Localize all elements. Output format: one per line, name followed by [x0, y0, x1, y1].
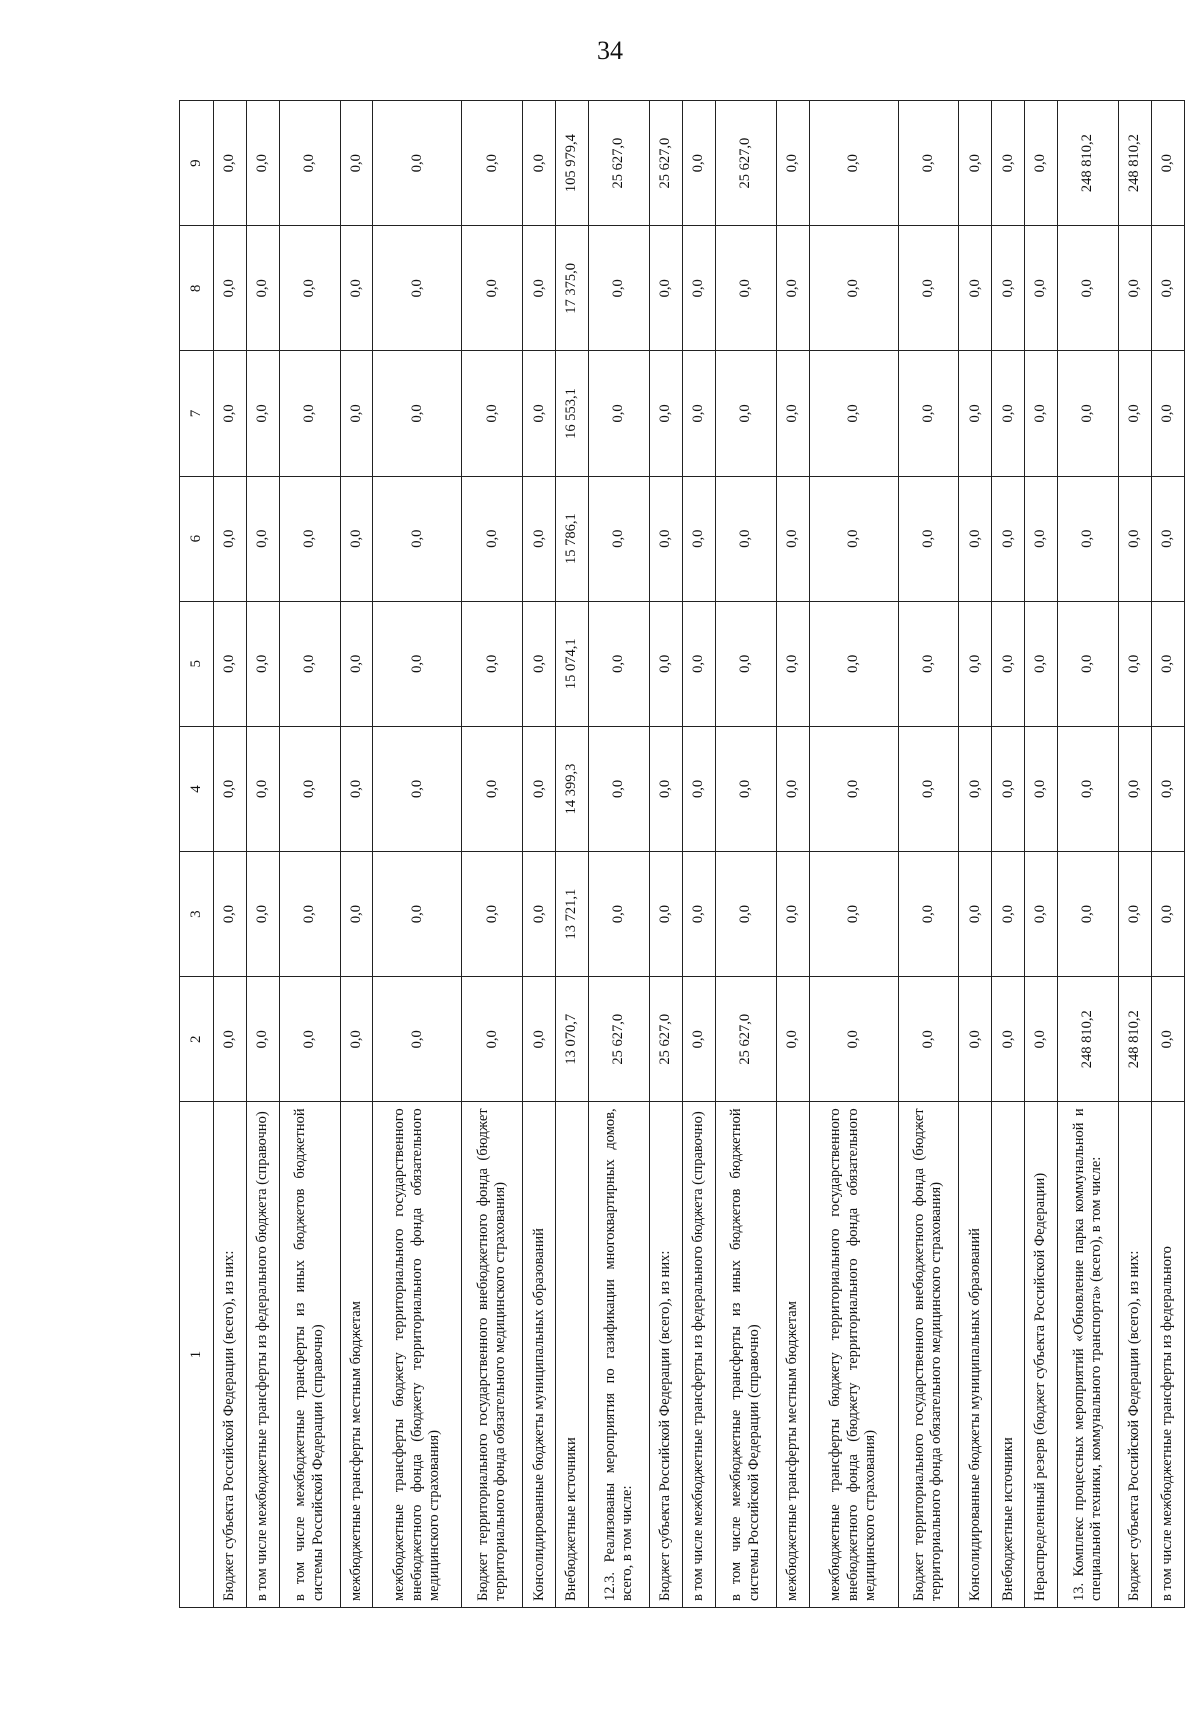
- value-cell: 0,0: [373, 101, 462, 226]
- value-cell: 0,0: [340, 601, 373, 726]
- value-cell: 0,0: [809, 101, 898, 226]
- column-header: 5: [180, 601, 214, 726]
- value-cell: 0,0: [523, 601, 556, 726]
- value-cell: 0,0: [340, 226, 373, 351]
- value-cell: 0,0: [1118, 726, 1151, 851]
- value-cell: 15 074,1: [556, 601, 589, 726]
- row-label: в том числе межбюджетные трансферты из иных бюджетов бюджетной системы Российской Федерации (справочно): [715, 1102, 776, 1608]
- table-row: [776, 101, 809, 1608]
- value-cell: 0,0: [649, 226, 682, 351]
- value-cell: 0,0: [715, 226, 776, 351]
- value-cell: 0,0: [1151, 226, 1184, 351]
- value-cell: 13 070,7: [556, 977, 589, 1102]
- value-cell: 0,0: [1151, 351, 1184, 476]
- table-row: [1025, 101, 1058, 1608]
- value-cell: 0,0: [1025, 101, 1058, 226]
- table-row: [898, 101, 959, 1608]
- value-cell: 0,0: [462, 726, 523, 851]
- value-cell: 0,0: [462, 977, 523, 1102]
- value-cell: 0,0: [462, 476, 523, 601]
- value-cell: 0,0: [898, 226, 959, 351]
- value-cell: 0,0: [682, 601, 715, 726]
- value-cell: 0,0: [776, 101, 809, 226]
- table-row: [340, 101, 373, 1608]
- value-cell: 248 810,2: [1058, 977, 1119, 1102]
- value-cell: 0,0: [959, 726, 992, 851]
- value-cell: 0,0: [523, 101, 556, 226]
- value-cell: 0,0: [246, 476, 279, 601]
- value-cell: 0,0: [809, 601, 898, 726]
- value-cell: 0,0: [373, 476, 462, 601]
- value-cell: 0,0: [992, 977, 1025, 1102]
- value-cell: 0,0: [523, 977, 556, 1102]
- value-cell: 0,0: [649, 351, 682, 476]
- value-cell: 0,0: [1025, 601, 1058, 726]
- value-cell: 0,0: [1151, 101, 1184, 226]
- column-header: 9: [180, 101, 214, 226]
- rotated-table-container: [179, 100, 1185, 1608]
- row-label: в том числе межбюджетные трансферты из иных бюджетов бюджетной системы Российской Федерации (справочно): [279, 1102, 340, 1608]
- row-label: 12.3. Реализованы мероприятия по газификации многоквартирных домов, всего, в том числе:: [589, 1102, 650, 1608]
- value-cell: 0,0: [462, 101, 523, 226]
- row-label: Бюджет территориального государственного внебюджетного фонда (бюджет территориального фонда обязательного медицинского страхования): [462, 1102, 523, 1608]
- value-cell: 0,0: [809, 351, 898, 476]
- value-cell: 0,0: [776, 977, 809, 1102]
- value-cell: 0,0: [1058, 726, 1119, 851]
- value-cell: 0,0: [898, 726, 959, 851]
- value-cell: 0,0: [898, 601, 959, 726]
- value-cell: 0,0: [1058, 226, 1119, 351]
- value-cell: 0,0: [776, 726, 809, 851]
- value-cell: 0,0: [776, 351, 809, 476]
- value-cell: 25 627,0: [589, 101, 650, 226]
- value-cell: 0,0: [462, 852, 523, 977]
- value-cell: 0,0: [1118, 476, 1151, 601]
- value-cell: 0,0: [246, 852, 279, 977]
- value-cell: 0,0: [462, 601, 523, 726]
- value-cell: 0,0: [279, 852, 340, 977]
- value-cell: 0,0: [682, 351, 715, 476]
- value-cell: 248 810,2: [1118, 977, 1151, 1102]
- value-cell: 0,0: [1025, 351, 1058, 476]
- value-cell: 0,0: [340, 726, 373, 851]
- value-cell: 0,0: [279, 101, 340, 226]
- value-cell: 0,0: [959, 852, 992, 977]
- value-cell: 0,0: [992, 476, 1025, 601]
- value-cell: 105 979,4: [556, 101, 589, 226]
- row-label: Бюджет субъекта Российской Федерации (всего), из них:: [649, 1102, 682, 1608]
- value-cell: 0,0: [682, 977, 715, 1102]
- value-cell: 17 375,0: [556, 226, 589, 351]
- row-label: 13. Комплекс процессных мероприятий «Обновление парка коммунальной и специальной техники, коммунального транспорта» (всего), в том числе:: [1058, 1102, 1119, 1608]
- value-cell: 0,0: [715, 476, 776, 601]
- value-cell: 0,0: [649, 726, 682, 851]
- value-cell: 0,0: [715, 351, 776, 476]
- value-cell: 0,0: [649, 476, 682, 601]
- value-cell: 0,0: [589, 852, 650, 977]
- value-cell: 0,0: [992, 226, 1025, 351]
- value-cell: 0,0: [213, 101, 246, 226]
- value-cell: 0,0: [246, 226, 279, 351]
- value-cell: 0,0: [1025, 726, 1058, 851]
- value-cell: 0,0: [1151, 476, 1184, 601]
- column-header: 4: [180, 726, 214, 851]
- value-cell: 25 627,0: [649, 977, 682, 1102]
- value-cell: 0,0: [246, 351, 279, 476]
- value-cell: 15 786,1: [556, 476, 589, 601]
- value-cell: 0,0: [682, 226, 715, 351]
- page-number: 34: [597, 36, 623, 65]
- value-cell: 0,0: [959, 351, 992, 476]
- value-cell: 0,0: [373, 852, 462, 977]
- value-cell: 0,0: [213, 351, 246, 476]
- value-cell: 0,0: [1151, 977, 1184, 1102]
- value-cell: 0,0: [373, 977, 462, 1102]
- table-row: [523, 101, 556, 1608]
- table-row: [992, 101, 1025, 1608]
- column-header: 8: [180, 226, 214, 351]
- table-row: [213, 101, 246, 1608]
- row-label: Внебюджетные источники: [556, 1102, 589, 1608]
- value-cell: 0,0: [246, 601, 279, 726]
- value-cell: 0,0: [776, 476, 809, 601]
- value-cell: 0,0: [246, 101, 279, 226]
- value-cell: 25 627,0: [649, 101, 682, 226]
- value-cell: 0,0: [373, 726, 462, 851]
- value-cell: 25 627,0: [715, 101, 776, 226]
- value-cell: 0,0: [776, 852, 809, 977]
- value-cell: 0,0: [898, 476, 959, 601]
- value-cell: 0,0: [246, 726, 279, 851]
- value-cell: 0,0: [373, 226, 462, 351]
- value-cell: 0,0: [649, 601, 682, 726]
- value-cell: 0,0: [809, 726, 898, 851]
- value-cell: 0,0: [340, 476, 373, 601]
- table-row: [246, 101, 279, 1608]
- value-cell: 0,0: [992, 726, 1025, 851]
- value-cell: 0,0: [523, 351, 556, 476]
- value-cell: 0,0: [279, 476, 340, 601]
- value-cell: 0,0: [523, 852, 556, 977]
- table-row: [279, 101, 340, 1608]
- value-cell: 0,0: [959, 226, 992, 351]
- column-header: 6: [180, 476, 214, 601]
- column-header: 3: [180, 852, 214, 977]
- value-cell: 0,0: [1058, 351, 1119, 476]
- value-cell: 0,0: [213, 852, 246, 977]
- value-cell: 0,0: [213, 977, 246, 1102]
- row-label: Бюджет субъекта Российской Федерации (всего), из них:: [1118, 1102, 1151, 1608]
- value-cell: 0,0: [1151, 852, 1184, 977]
- value-cell: 248 810,2: [1118, 101, 1151, 226]
- value-cell: 0,0: [523, 476, 556, 601]
- table-row: [373, 101, 462, 1608]
- table-row: [462, 101, 523, 1608]
- value-cell: 0,0: [682, 101, 715, 226]
- value-cell: 0,0: [898, 977, 959, 1102]
- table-row: [649, 101, 682, 1608]
- value-cell: 0,0: [682, 476, 715, 601]
- value-cell: 0,0: [776, 226, 809, 351]
- value-cell: 0,0: [1118, 852, 1151, 977]
- value-cell: 0,0: [1025, 977, 1058, 1102]
- value-cell: 0,0: [649, 852, 682, 977]
- value-cell: 0,0: [809, 977, 898, 1102]
- value-cell: 0,0: [589, 351, 650, 476]
- row-label: межбюджетные трансферты бюджету территориального государственного внебюджетного фонда (бюджету территориального фонда обязательного медицинского страхования): [373, 1102, 462, 1608]
- value-cell: 0,0: [1058, 601, 1119, 726]
- value-cell: 0,0: [1118, 601, 1151, 726]
- value-cell: 13 721,1: [556, 852, 589, 977]
- value-cell: 0,0: [523, 726, 556, 851]
- table-row: [959, 101, 992, 1608]
- value-cell: 0,0: [898, 351, 959, 476]
- value-cell: 0,0: [992, 601, 1025, 726]
- value-cell: 25 627,0: [589, 977, 650, 1102]
- value-cell: 0,0: [715, 726, 776, 851]
- value-cell: 0,0: [462, 226, 523, 351]
- value-cell: 0,0: [340, 977, 373, 1102]
- value-cell: 16 553,1: [556, 351, 589, 476]
- value-cell: 0,0: [1025, 852, 1058, 977]
- value-cell: 0,0: [373, 351, 462, 476]
- value-cell: 0,0: [682, 852, 715, 977]
- table-row: [1058, 101, 1119, 1608]
- value-cell: 14 399,3: [556, 726, 589, 851]
- value-cell: 0,0: [715, 601, 776, 726]
- row-label: Бюджет субъекта Российской Федерации (всего), из них:: [213, 1102, 246, 1608]
- budget-table: [179, 100, 1185, 1608]
- table-row: [556, 101, 589, 1608]
- value-cell: 0,0: [213, 601, 246, 726]
- value-cell: 0,0: [809, 852, 898, 977]
- value-cell: 0,0: [589, 601, 650, 726]
- value-cell: 0,0: [1058, 852, 1119, 977]
- row-label: Консолидированные бюджеты муниципальных образований: [523, 1102, 556, 1608]
- value-cell: 0,0: [959, 476, 992, 601]
- value-cell: 0,0: [1025, 476, 1058, 601]
- row-label: в том числе межбюджетные трансферты из федерального: [1151, 1102, 1184, 1608]
- value-cell: 0,0: [589, 726, 650, 851]
- value-cell: 25 627,0: [715, 977, 776, 1102]
- value-cell: 0,0: [715, 852, 776, 977]
- value-cell: 0,0: [213, 726, 246, 851]
- table-row: [1118, 101, 1151, 1608]
- value-cell: 0,0: [589, 226, 650, 351]
- value-cell: 0,0: [279, 351, 340, 476]
- value-cell: 0,0: [279, 726, 340, 851]
- row-label: Нераспределенный резерв (бюджет субъекта Российской Федерации): [1025, 1102, 1058, 1608]
- table-row: [589, 101, 650, 1608]
- table-row: [809, 101, 898, 1608]
- value-cell: 0,0: [959, 977, 992, 1102]
- table-row: [715, 101, 776, 1608]
- value-cell: 0,0: [589, 476, 650, 601]
- column-header: 2: [180, 977, 214, 1102]
- value-cell: 0,0: [279, 601, 340, 726]
- value-cell: 0,0: [246, 977, 279, 1102]
- value-cell: 0,0: [340, 852, 373, 977]
- value-cell: 0,0: [1118, 351, 1151, 476]
- column-header: 7: [180, 351, 214, 476]
- value-cell: 0,0: [1025, 226, 1058, 351]
- row-label: межбюджетные трансферты местным бюджетам: [340, 1102, 373, 1608]
- value-cell: 0,0: [1151, 726, 1184, 851]
- value-cell: 0,0: [959, 601, 992, 726]
- row-label: межбюджетные трансферты бюджету территориального государственного внебюджетного фонда (бюджету территориального фонда обязательного медицинского страхования): [809, 1102, 898, 1608]
- table-header-row: [180, 101, 214, 1608]
- value-cell: 248 810,2: [1058, 101, 1119, 226]
- value-cell: 0,0: [279, 226, 340, 351]
- value-cell: 0,0: [992, 852, 1025, 977]
- value-cell: 0,0: [776, 601, 809, 726]
- row-label: межбюджетные трансферты местным бюджетам: [776, 1102, 809, 1608]
- value-cell: 0,0: [340, 101, 373, 226]
- column-header: 1: [180, 1102, 214, 1608]
- value-cell: 0,0: [340, 351, 373, 476]
- value-cell: 0,0: [213, 226, 246, 351]
- row-label: в том числе межбюджетные трансферты из федерального бюджета (справочно): [682, 1102, 715, 1608]
- value-cell: 0,0: [992, 101, 1025, 226]
- value-cell: 0,0: [1058, 476, 1119, 601]
- row-label: в том числе межбюджетные трансферты из федерального бюджета (справочно): [246, 1102, 279, 1608]
- value-cell: 0,0: [898, 101, 959, 226]
- row-label: Консолидированные бюджеты муниципальных образований: [959, 1102, 992, 1608]
- value-cell: 0,0: [279, 977, 340, 1102]
- value-cell: 0,0: [809, 226, 898, 351]
- row-label: Внебюджетные источники: [992, 1102, 1025, 1608]
- value-cell: 0,0: [1118, 226, 1151, 351]
- value-cell: 0,0: [462, 351, 523, 476]
- value-cell: 0,0: [213, 476, 246, 601]
- value-cell: 0,0: [682, 726, 715, 851]
- value-cell: 0,0: [1151, 601, 1184, 726]
- value-cell: 0,0: [523, 226, 556, 351]
- value-cell: 0,0: [373, 601, 462, 726]
- table-row: [1151, 101, 1184, 1608]
- value-cell: 0,0: [992, 351, 1025, 476]
- row-label: Бюджет территориального государственного внебюджетного фонда (бюджет территориального фонда обязательного медицинского страхования): [898, 1102, 959, 1608]
- value-cell: 0,0: [809, 476, 898, 601]
- table-row: [682, 101, 715, 1608]
- value-cell: 0,0: [959, 101, 992, 226]
- value-cell: 0,0: [898, 852, 959, 977]
